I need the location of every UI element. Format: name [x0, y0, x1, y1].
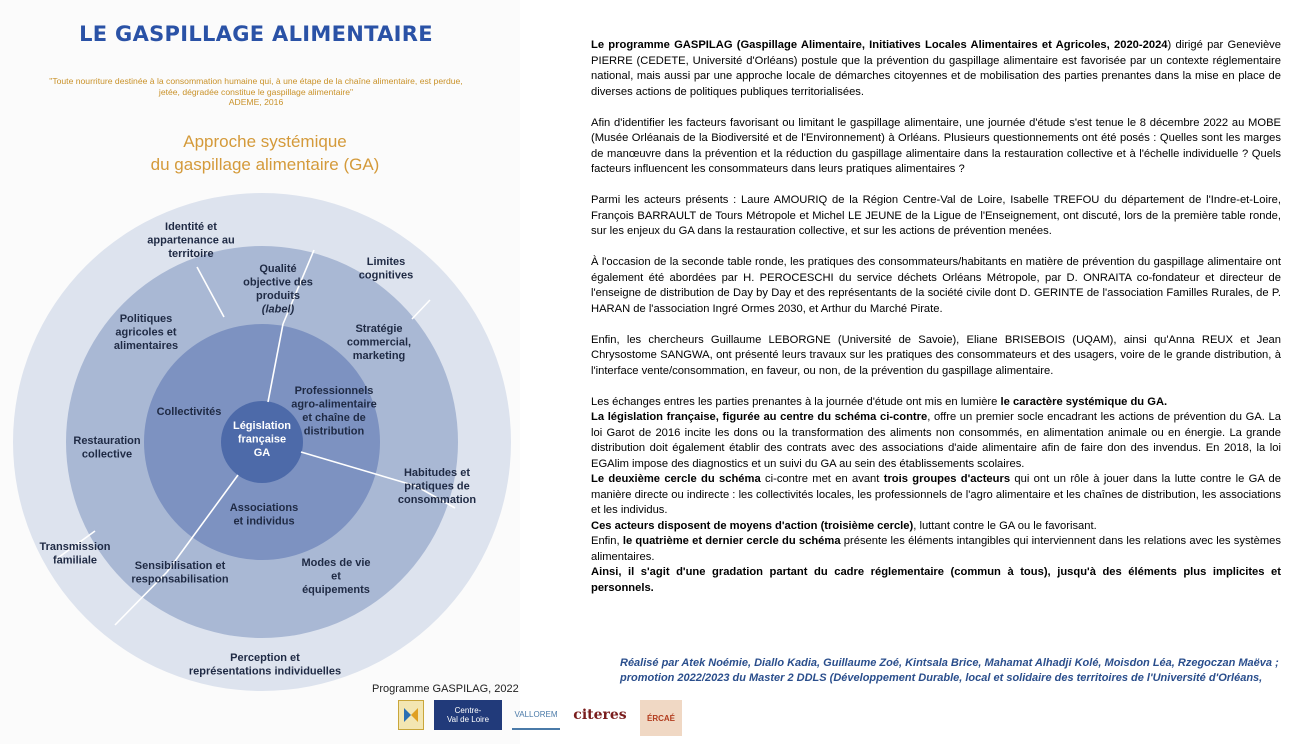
label-habitudes-consommation: [398, 467, 477, 506]
label-line: Politiques: [119, 313, 173, 325]
label-restauration-collective: [73, 435, 141, 461]
signature-line: Réalisé par Atek Noémie, Diallo Kadia, Guillaume Zoé, Kintsala Brice, Mahamat Alhadji Kolé, Moisdon Léa, Rzegoczan Maëva ;: [620, 657, 1279, 669]
label-line: collective: [81, 448, 133, 461]
authors-signature: [620, 656, 1280, 686]
program-credit: Programme GASPILAG, 2022: [372, 683, 519, 695]
paragraph: [591, 472, 1281, 519]
text-span: qui ont un rôle à jouer dans la lutte contre le GA de manière directe ou indirecte : les collectivités locales, les professionnels de l'agro alimentaire et les chaînes de distribution, les associations et les individus.: [591, 473, 1281, 516]
label-line: alimentaires: [113, 340, 179, 352]
label-line: Associations: [229, 502, 299, 514]
label-line: Restauration: [73, 435, 141, 447]
paragraph: [591, 38, 1281, 100]
label-line: Limites: [366, 256, 406, 268]
signature-line: promotion 2022/2023 du Master 2 DDLS (Développement Durable, local et solidaire des territoires de l'Université d'Orléans,: [620, 672, 1263, 684]
label-strategie-commerciale: [347, 323, 411, 362]
label-line: marketing: [352, 350, 406, 362]
label-line: commercial,: [346, 336, 412, 349]
label-line: distribution: [303, 425, 365, 438]
partner-logo-icon: [398, 700, 424, 730]
quote-source: ADEME, 2016: [228, 97, 284, 107]
text-bold: le caractère systémique du GA.: [1000, 395, 1168, 408]
citeres-logo: citeres: [573, 707, 627, 723]
label-professionnels: [291, 385, 377, 438]
label-line: familiale: [52, 554, 98, 567]
label-line: et: [331, 570, 341, 583]
label-politiques-agricoles: [114, 313, 178, 352]
label-line: consommation: [397, 494, 477, 506]
label-line: et individus: [233, 515, 295, 528]
text-bold: La législation française, figurée au centre du schéma ci-contre: [591, 411, 928, 423]
label-line: objective des: [243, 276, 313, 289]
label-line: appartenance au: [147, 234, 235, 247]
logo-text: Val de Loire: [446, 715, 490, 724]
article-text: [591, 38, 1281, 596]
label-line: cognitives: [358, 269, 414, 282]
label-line: Identité et: [165, 221, 217, 233]
text-span: ) dirigé par Geneviève PIERRE (CEDETE, Université d'Orléans) postule que la prévention du gaspillage alimentaire est favorisée par un contexte réglementaire national, mais aussi par une approche locale de démarches citoyennes et de mobilisation des parties prenantes dans la mise en place de diverses actions de politiques publiques territorialisées.: [591, 39, 1281, 98]
diagram-title-line: du gaspillage alimentaire (GA): [150, 155, 380, 174]
centre-val-de-loire-logo: [434, 700, 502, 730]
text-span: , luttant contre le GA ou le favorisant.: [913, 519, 1097, 532]
label-line: française: [237, 433, 287, 446]
label-limites-cognitives: [359, 256, 413, 282]
paragraph: Enfin, les chercheurs Guillaume LEBORGNE (Université de Savoie), Eliane BRISEBOIS (UQAM), ainsi qu'Anna REUX et Jean Chrysostome SANGWA, ont présenté leurs travaux sur les pratiques des consommateurs et des usagers, voire de le grande distribution, à l'interface vente/consommation, en faveur, ou non, de la prévention du gaspillage alimentaire.: [591, 333, 1281, 377]
paragraph: À l'occasion de la seconde table ronde, les pratiques des consommateurs/habitants en matière de prévention du gaspillage alimentaire ont également été abordées par H. PEROCESCHI du service déchets Orléans Métropole, par D. ONRAITA co-fondateur et directeur de l'enseigne de distribution de Day by Day et des représentants de la société civile dont D. GERINTE de l'association Familles Rurales, de P. HARAN de l'association Ingré Ormes 2030, et Arthur du Marché Pirate.: [591, 256, 1281, 315]
label-associations: [230, 502, 298, 528]
label-line: Législation: [232, 420, 292, 432]
label-line: Qualité: [259, 263, 297, 275]
text-bold: Ces acteurs disposent de moyens d'action (troisième cercle): [591, 519, 914, 532]
label-line: territoire: [168, 248, 214, 260]
label-line: (label): [261, 303, 295, 316]
paragraph: [591, 410, 1281, 472]
label-line: Modes de vie: [301, 557, 371, 569]
text-bold: trois groupes d'acteurs: [883, 473, 1011, 485]
label-line: Sensibilisation et: [134, 560, 226, 572]
text-bold: Le programme GASPILAG (Gaspillage Alimentaire, Initiatives Locales Alimentaires et Agricoles, 2020-2024: [591, 39, 1168, 51]
poster-title: LE GASPILLAGE ALIMENTAIRE: [79, 22, 433, 46]
paragraph: [591, 519, 1281, 535]
ercae-logo: ÉRCAÉ: [640, 700, 682, 736]
diagram-title-line: Approche systémique: [183, 132, 347, 151]
label-line: Collectivités: [156, 406, 222, 418]
label-line: Transmission: [39, 541, 111, 553]
label-line: Stratégie: [355, 323, 403, 335]
text-span: Enfin,: [591, 535, 623, 547]
label-line: Perception et: [230, 652, 300, 664]
text-span: Les échanges entres les parties prenantes à la journée d'étude ont mis en lumière: [591, 395, 1001, 408]
paragraph: Afin d'identifier les facteurs favorisant ou limitant le gaspillage alimentaire, une journée d'étude s'est tenue le 8 décembre 2022 au MOBE (Musée Orléanais de la Biodiversité et de l'Environnement) à Orléans. Plusieurs questionnements ont été posés : Quelles sont les marges de manœuvre dans la prévention et la réduction du gaspillage alimentaire dans la restauration collective et à l'échelle individuelle ? Quels facteurs influencent les consommateurs dans leurs pratiques alimentaires ?: [591, 116, 1281, 175]
quote-line: jetée, dégradée constitue le gaspillage alimentaire": [158, 86, 354, 97]
label-sensibilisation: [131, 560, 228, 586]
logo-text: Centre-: [454, 706, 482, 715]
label-line: et chaîne de: [302, 412, 366, 424]
text-bold: Le deuxième cercle du schéma: [591, 473, 761, 485]
systemic-diagram: [0, 0, 520, 744]
label-line: responsabilisation: [131, 573, 229, 586]
label-line: équipements: [302, 584, 370, 596]
text-span: présente les éléments intangibles qui interviennent dans les relations avec les systèmes alimentaires.: [591, 535, 1282, 563]
label-line: pratiques de: [404, 480, 470, 493]
label-collectivites: [157, 406, 222, 418]
paragraph-conclusion: Ainsi, il s'agit d'une gradation partant du cadre réglementaire (commun à tous), jusqu'à des éléments plus implicites et personnels.: [591, 566, 1281, 594]
text-bold: le quatrième et dernier cercle du schéma: [622, 535, 841, 547]
label-line: Habitudes et: [403, 467, 471, 479]
label-line: représentations individuelles: [188, 665, 342, 678]
text-span: ci-contre met en avant: [760, 473, 884, 485]
paragraph: [591, 395, 1281, 411]
vallorem-logo: VALLOREM: [512, 700, 560, 730]
label-line: agricoles et: [115, 326, 177, 339]
paragraph: [591, 534, 1281, 565]
text-span: , offre un premier socle encadrant les actions de prévention du GA. La loi Garot de 2016 incite les dons ou la transformation des aliments non consommés, en alimentation animale ou en énergie. La grande distribution doit également établir des contrats avec des associations d'aide alimentaire afin de faire don des invendus. En 2018, la loi EGAlim impose des diagnostics et un suivi du GA au sein des établissements scolaires.: [591, 411, 1281, 470]
label-line: GA: [253, 447, 271, 459]
quote-line: "Toute nourriture destinée à la consommation humaine qui, à une étape de la chaîne alimentaire, est perdue,: [49, 76, 463, 86]
paragraph: Parmi les acteurs présents : Laure AMOURIQ de la Région Centre-Val de Loire, Isabelle TREFOU du département de l'Indre-et-Loire, François BARRAULT de Tours Métropole et Michel LE JEUNE de la Ligue de l'Enseignement, ont discuté, lors de la première table ronde, sur les enjeux du GA dans la restauration collective, et sur les actions de prévention menées.: [591, 194, 1281, 237]
label-line: agro-alimentaire: [291, 398, 377, 411]
label-line: Professionnels: [294, 385, 374, 397]
label-line: produits: [256, 290, 300, 302]
